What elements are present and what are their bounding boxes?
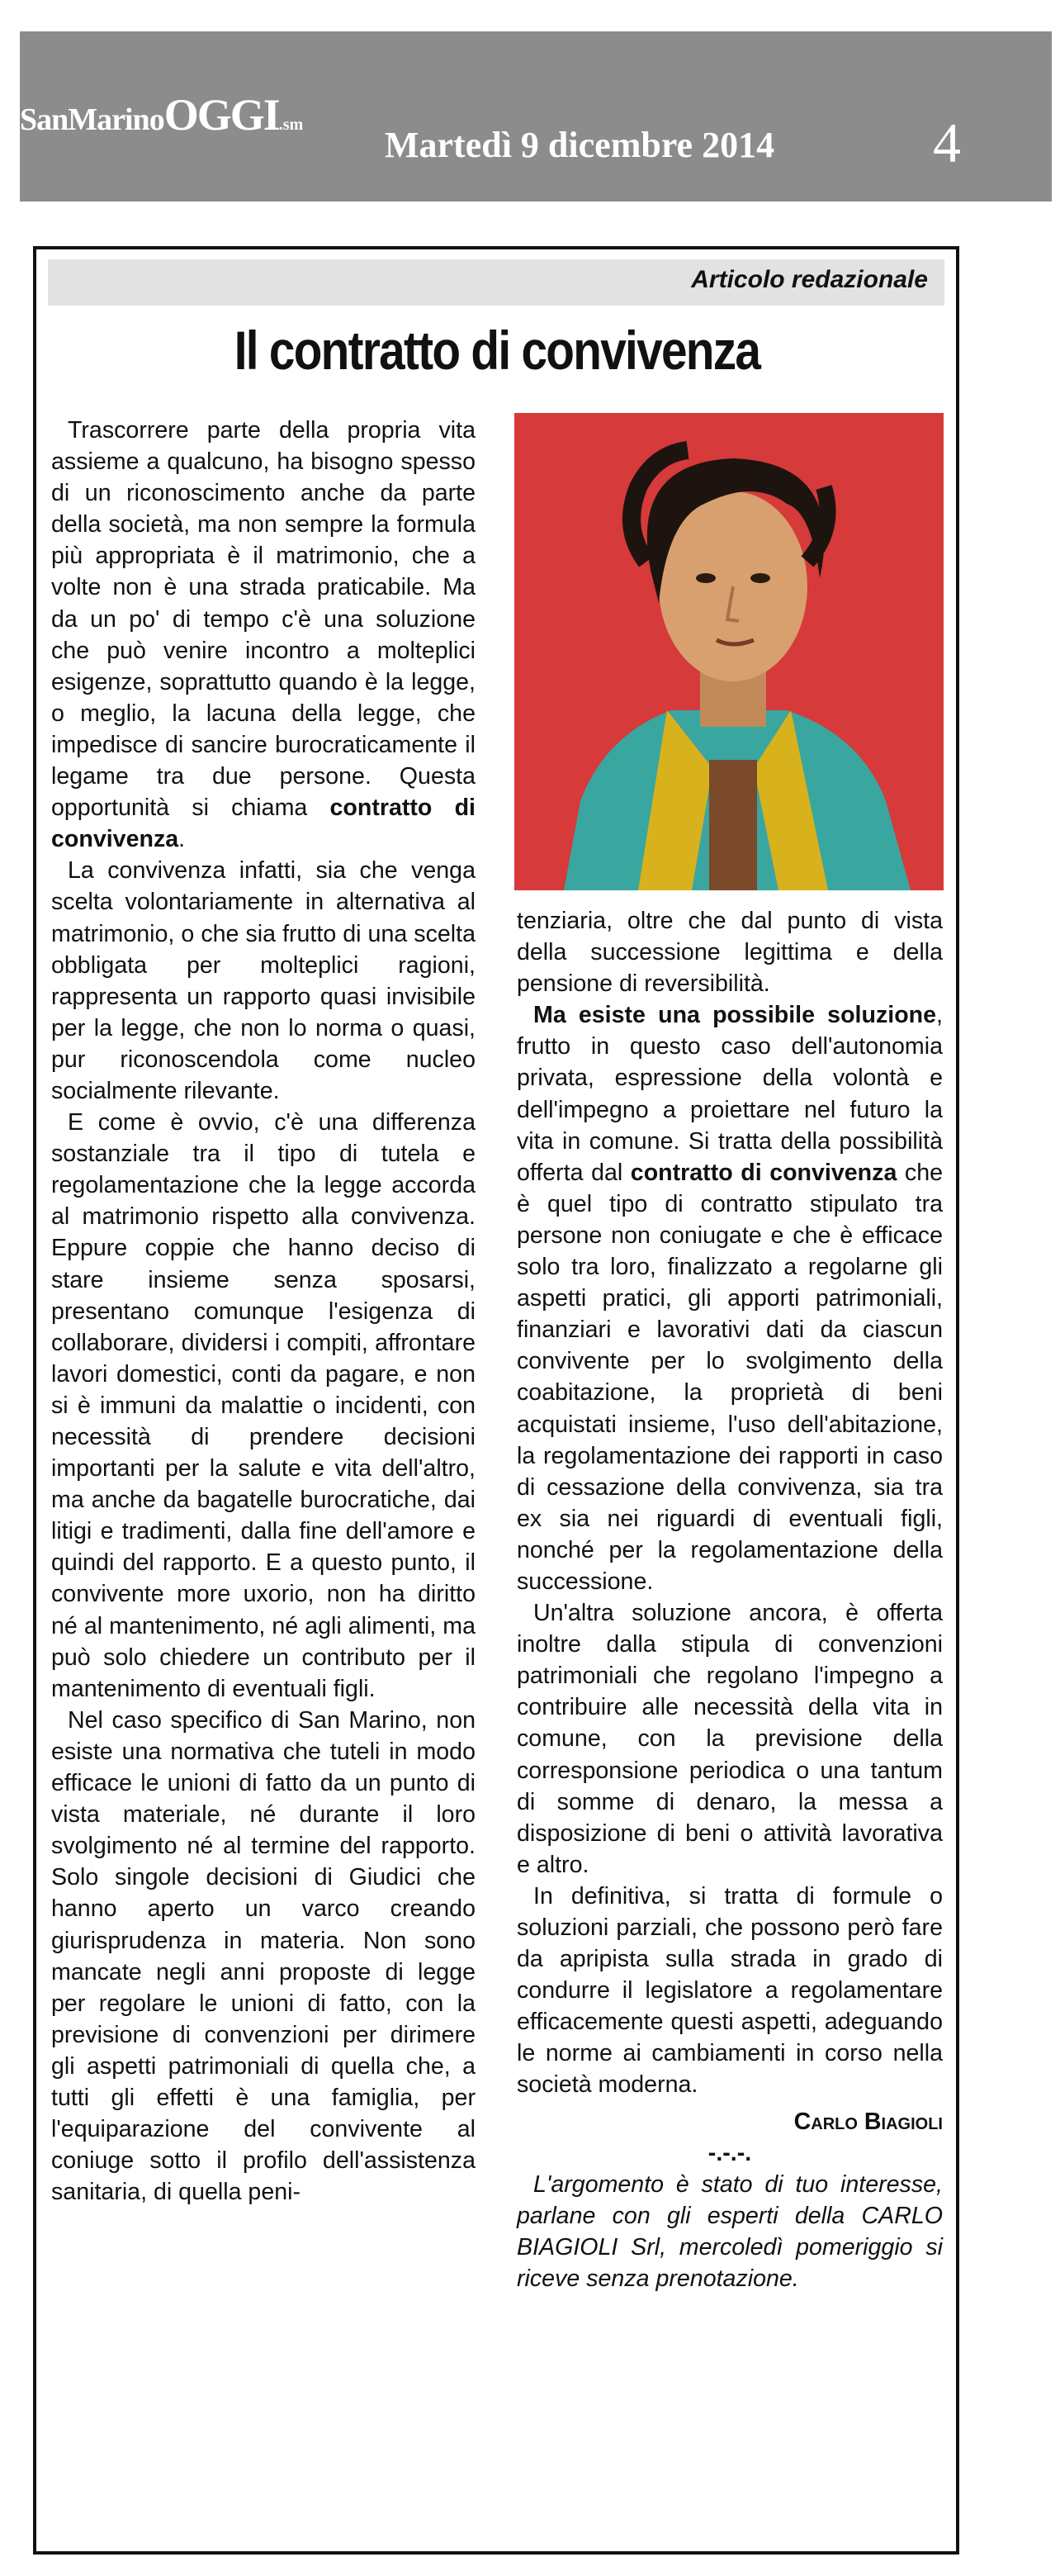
paragraph: In definitiva, si tratta di formule o soluzioni parziali, che possono però fare da apripista sulla strada in grado di condurre il legislatore a regolamentare efficacemente questi aspetti, adeguando le norme ai cambiamenti in corso nella società moderna.: [517, 1882, 943, 2099]
separator: -.-.-.: [707, 2139, 752, 2166]
paragraph: Un'altra soluzione ancora, è offerta inoltre dalla stipula di convenzioni patrimoniali che regolano l'impegno a contribuire alle necessità della vita in comune, con la previsione della corresponsione periodica o una tantum di somme di denaro, la messa a disposizione di beni o attività lavorativa e altro.: [517, 1600, 943, 1878]
closing-note: L'argomento è stato di tuo interesse, parlane con gli esperti della CARLO BIAGIOLI Srl, mercoledì pomeriggio si riceve senza prenotazione.: [517, 2170, 943, 2293]
article-title: Il contratto di convivenza: [234, 320, 760, 381]
paragraph-text: .: [178, 826, 186, 853]
issue-date: Martedì 9 dicembre 2014: [385, 125, 775, 165]
highlight-text: contratto di convivenza: [51, 795, 476, 853]
highlight-text: Ma esiste una possibile soluzione: [533, 1002, 937, 1029]
author-signature: Carlo Biagioli: [793, 2108, 943, 2135]
paragraph: Nel caso specifico di San Marino, non esiste una normativa che tuteli in modo efficace le unioni di fatto da un punto di vista materiale, né durante il loro svolgimento né al termine del rapporto. Solo singole decisioni di Giudici che hanno aperto un varco creando giurisprudenza in materia. Non sono mancate negli anni proposte di legge per regolare le unioni di fatto, con la previsione di convenzioni per dirimere gli aspetti patrimoniali di quella che, a tutti gli effetti è una famiglia, per l'equiparazione del convivente al coniuge sotto il profilo dell'assistenza sanitaria, di quella peni-: [51, 1706, 476, 2206]
paragraph: La convivenza infatti, sia che venga scelta volontariamente in alternativa al matrimonio, o che sia frutto di una scelta obbligata per molteplici ragioni, rappresenta un rapporto quasi invisibile per la legge, che non lo norma o quasi, pur riconoscendola come nucleo socialmente rilevante.: [51, 857, 476, 1104]
paragraph-text: che è quel tipo di contratto stipulato tra persone non coniugate e che è efficace solo tra loro, finalizzato a regolarne gli aspetti pratici, gli apporti patrimoniali, finanziari e lavorativi dati da ciascun convivente per lo svolgimento della coabitazione, la proprietà di beni acquistati insieme, l'uso dell'abitazione, la regolamentazione dei rapporti in caso di cessazione della convivenza, sia tra ex sia nei riguardi di eventuali figli, nonché per la regolamentazione della successione.: [517, 1159, 944, 1595]
portrait-photo: [514, 413, 944, 890]
paragraph: E come è ovvio, c'è una differenza sostanziale tra il tipo di tutela e regolamentazione che la legge accorda al matrimonio rispetto alla convivenza. Eppure coppie che hanno deciso di stare insieme senza sposarsi, presentano comunque l'esigenza di collaborare, dividersi i compiti, affrontare lavori domestici, conti da pagare, e non si è immuni da malattie o incidenti, con necessità di prendere decisioni importanti per la salute e vita dell'altro, ma anche da bagatelle burocratiche, dai litigi e tradimenti, dalla fine dell'amore e quindi del rapporto. E a questo punto, il convivente more uxorio, non ha diritto né al mantenimento, né agli alimenti, ma può solo chiedere un contributo per il mantenimento di eventuali figli.: [51, 1109, 476, 1702]
page-number: 4: [933, 111, 961, 174]
highlight-text: contratto di convivenza: [630, 1159, 897, 1186]
paragraph-text: Trascorrere parte della propria vita assieme a qualcuno, ha bisogno spesso di un riconoscimento anche da parte della società, ma non sempre la formula più appropriata è il matrimonio, che a volte non è una strada praticabile. Ma da un po' di tempo c'è una soluzione che può venire incontro a molteplici esigenze, soprattutto quando è la legge, o meglio, la lacuna della legge, che impedisce di sancire burocraticamente il legame tra due persone. Questa opportunità si chiama: [51, 417, 476, 822]
article-kicker-bar: [48, 259, 944, 306]
article-column-2: [517, 905, 943, 2294]
logo-oggi: OGGI: [163, 90, 279, 140]
paragraph: tenziaria, oltre che dal punto di vista della successione legittima e della pensione di reversibilità.: [517, 908, 943, 998]
paragraph: [517, 999, 943, 1597]
paragraph: [51, 415, 476, 855]
newspaper-logo: [20, 89, 303, 140]
article-column-1: [51, 415, 476, 2208]
paragraph-text: , frutto in questo caso dell'autonomia privata, espressione della volontà e dell'impegno a proiettare nel futuro la vita in comune. Si tratta della possibilità offerta dal: [517, 1002, 943, 1186]
logo-domain: .sm: [278, 116, 304, 134]
logo-sanmarino: SanMarino: [20, 102, 164, 137]
article-kicker: Articolo redazionale: [691, 266, 928, 293]
